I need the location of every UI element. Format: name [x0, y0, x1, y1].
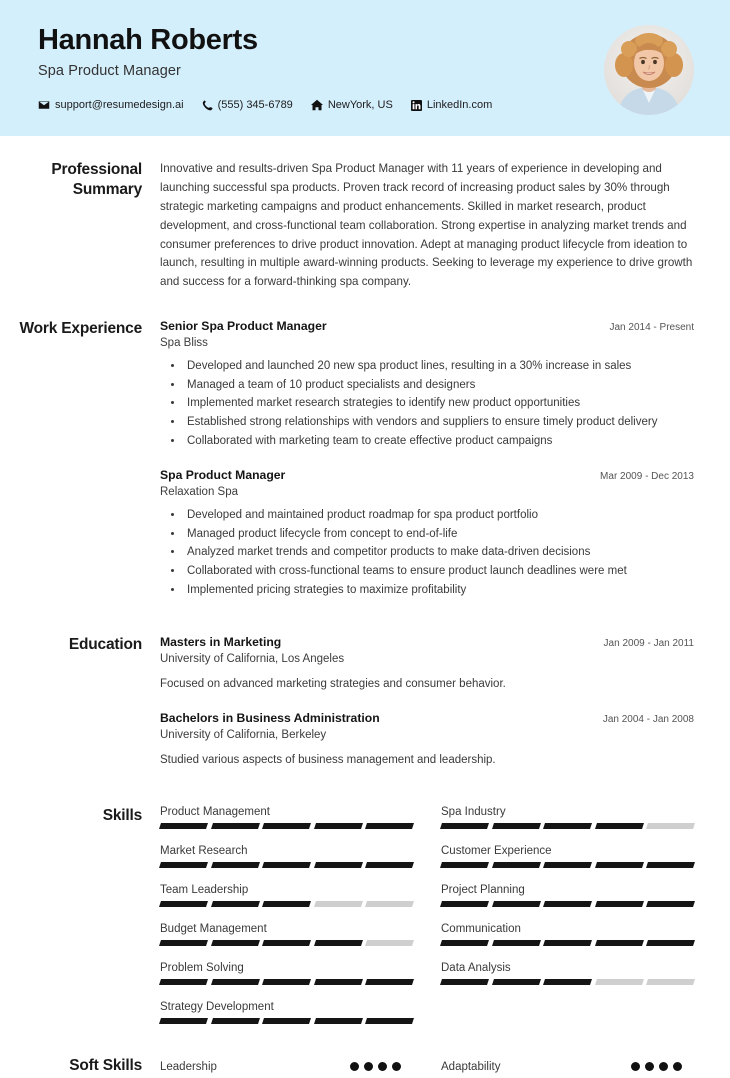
skill-bar-segment	[595, 940, 644, 946]
company-name: Relaxation Spa	[160, 486, 238, 499]
job-bullet: • Analyzed market trends and competitor products to make data-driven decisions	[184, 544, 694, 562]
skill-bar-segment	[646, 823, 695, 829]
skill-bar-segment	[211, 901, 260, 907]
linkedin-icon	[411, 100, 422, 111]
skill-bar-segment	[492, 940, 541, 946]
job-bullet: • Managed product lifecycle from concept to end-of-life	[184, 526, 694, 544]
candidate-name: Hannah Roberts	[38, 24, 258, 56]
skill-bar-segment	[365, 823, 414, 829]
section-work-experience	[0, 319, 694, 605]
skills-grid	[160, 806, 694, 1040]
skill-item	[160, 884, 413, 907]
skill-bar-segment	[492, 979, 541, 985]
skill-bar-segment	[262, 1018, 311, 1024]
skill-bar-segment	[159, 979, 208, 985]
skill-bar-segment	[365, 940, 414, 946]
skill-bar-segment	[543, 940, 592, 946]
soft-skill-item	[160, 1056, 413, 1078]
skill-bar-segment	[314, 979, 363, 985]
resume-body	[0, 160, 730, 1078]
skill-bar-segment	[646, 979, 695, 985]
skill-level-bar	[441, 979, 694, 985]
skill-bar-segment	[595, 823, 644, 829]
school-name: University of California, Berkeley	[160, 729, 327, 742]
skill-bar-segment	[262, 823, 311, 829]
rating-dot	[631, 1062, 640, 1071]
skill-bar-segment	[262, 979, 311, 985]
skill-label: Problem Solving	[160, 961, 244, 974]
skill-level-bar	[441, 823, 694, 829]
skill-label: Communication	[441, 922, 521, 935]
skill-bar-segment	[646, 901, 695, 907]
phone-icon	[202, 99, 213, 111]
rating-dot	[673, 1062, 682, 1071]
degree-title: Bachelors in Business Administration	[160, 711, 380, 726]
skill-label: Budget Management	[160, 922, 267, 935]
skill-bar-segment	[440, 823, 489, 829]
skill-label: Strategy Development	[160, 1000, 274, 1013]
education-entry	[160, 711, 694, 769]
skill-bar-segment	[440, 979, 489, 985]
education-description: Focused on advanced marketing strategies and consumer behavior.	[160, 678, 506, 691]
contact-item-phone[interactable]	[202, 99, 293, 111]
experience-entry	[160, 319, 694, 450]
skill-item	[441, 806, 694, 829]
skill-bar-segment	[492, 901, 541, 907]
job-title: Spa Product Manager	[160, 468, 286, 483]
education-description: Studied various aspects of business management and leadership.	[160, 754, 496, 767]
skill-level-bar	[160, 979, 413, 985]
job-bullet: • Implemented pricing strategies to maximize profitability	[184, 582, 694, 600]
section-education	[0, 635, 694, 776]
rating-dot	[350, 1062, 359, 1071]
skill-bar-segment	[159, 823, 208, 829]
job-bullet: • Implemented market research strategies to identify new product opportunities	[184, 395, 694, 413]
soft-skills-grid	[160, 1056, 694, 1078]
skill-label: Customer Experience	[441, 844, 552, 857]
skill-bar-segment	[159, 1018, 208, 1024]
section-label-education: Education	[68, 636, 142, 654]
skill-item	[441, 845, 694, 868]
section-label-experience: Work Experience	[19, 320, 142, 338]
section-soft-skills	[0, 1056, 694, 1078]
skill-item	[160, 806, 413, 829]
skill-level-bar	[160, 901, 413, 907]
skill-bar-segment	[211, 979, 260, 985]
entry-header	[160, 319, 694, 333]
rating-dot	[645, 1062, 654, 1071]
skill-bar-segment	[543, 901, 592, 907]
skill-bar-segment	[646, 940, 695, 946]
skill-bar-segment	[314, 940, 363, 946]
soft-skill-rating	[631, 1062, 694, 1071]
skill-bar-segment	[595, 901, 644, 907]
soft-skill-label: Adaptability	[441, 1060, 501, 1073]
skill-item	[441, 923, 694, 946]
skill-label: Product Management	[160, 805, 270, 818]
skill-bar-segment	[365, 979, 414, 985]
skill-item	[441, 884, 694, 907]
profile-photo-icon	[604, 25, 694, 115]
job-bullet-list	[184, 358, 694, 450]
skill-bar-segment	[262, 901, 311, 907]
skill-item	[441, 962, 694, 985]
summary-text: Innovative and results-driven Spa Product Manager with 11 years of experience in developing and launching successful spa products. Proven track record of increasing product sales by 30% through strategic marketing campaigns and product enhancements. Skilled in market research, product development, and cross-functional team collaboration. Strong expertise in analyzing market trends and consumer preferences to drive product innovation. Adept at managing product lifecycle from ideation to launch, resulting in multiple award-winning products. Seeking to leverage my experience to drive growth and success for a forward-thinking spa company.	[160, 162, 693, 289]
entry-header	[160, 468, 694, 482]
skill-item	[160, 962, 413, 985]
home-icon	[311, 99, 323, 111]
skill-bar-segment	[543, 862, 592, 868]
job-bullet: • Established strong relationships with vendors and suppliers to ensure timely product delivery	[184, 414, 694, 432]
education-entry	[160, 635, 694, 693]
skill-bar-segment	[492, 862, 541, 868]
entry-header	[160, 711, 694, 725]
skill-bar-segment	[365, 1018, 414, 1024]
contact-text: LinkedIn.com	[426, 99, 493, 112]
section-label-skills: Skills	[102, 806, 142, 824]
skill-bar-segment	[314, 862, 363, 868]
job-bullet: • Collaborated with cross-functional teams to ensure product launch deadlines were met	[184, 563, 694, 581]
contact-text: (555) 345-6789	[217, 99, 293, 112]
skill-bar-segment	[492, 823, 541, 829]
job-bullet: • Developed and maintained product roadmap for spa product portfolio	[184, 507, 694, 525]
skill-bar-segment	[211, 823, 260, 829]
skill-level-bar	[441, 940, 694, 946]
skill-bar-segment	[595, 979, 644, 985]
degree-title: Masters in Marketing	[160, 635, 282, 650]
skill-bar-segment	[543, 823, 592, 829]
job-dates: Mar 2009 - Dec 2013	[600, 471, 694, 483]
section-skills	[0, 806, 694, 1040]
education-dates: Jan 2009 - Jan 2011	[603, 638, 694, 650]
skill-bar-segment	[595, 862, 644, 868]
company-name: Spa Bliss	[160, 337, 208, 350]
skill-level-bar	[441, 901, 694, 907]
avatar	[604, 25, 694, 115]
skill-item	[160, 923, 413, 946]
skill-level-bar	[160, 1018, 413, 1024]
skill-bar-segment	[365, 901, 414, 907]
skill-bar-segment	[211, 862, 260, 868]
skill-bar-segment	[211, 1018, 260, 1024]
skill-bar-segment	[440, 862, 489, 868]
contact-text: NewYork, US	[327, 99, 393, 112]
job-dates: Jan 2014 - Present	[609, 322, 694, 334]
job-bullet: • Collaborated with marketing team to create effective product campaigns	[184, 433, 694, 451]
skill-level-bar	[441, 862, 694, 868]
skill-bar-segment	[543, 979, 592, 985]
skill-bar-segment	[314, 823, 363, 829]
skill-bar-segment	[440, 901, 489, 907]
education-dates: Jan 2004 - Jan 2008	[602, 714, 694, 726]
rating-dot	[364, 1062, 373, 1071]
skill-bar-segment	[159, 862, 208, 868]
school-name: University of California, Los Angeles	[160, 653, 345, 666]
experience-entry	[160, 468, 694, 599]
section-label-soft-skills: Soft Skills	[69, 1056, 142, 1074]
entry-header	[160, 635, 694, 649]
section-professional-summary	[0, 160, 694, 292]
contact-text: support@resumedesign.ai	[55, 99, 184, 112]
contact-row	[38, 99, 694, 111]
skill-item	[160, 1001, 413, 1024]
job-bullet: • Developed and launched 20 new spa product lines, resulting in a 30% increase in sales	[184, 358, 694, 376]
rating-dot	[659, 1062, 668, 1071]
skill-bar-segment	[440, 940, 489, 946]
skill-label: Market Research	[160, 844, 248, 857]
skill-label: Project Planning	[441, 883, 525, 896]
soft-skill-label: Leadership	[160, 1060, 217, 1073]
envelope-icon	[38, 99, 50, 111]
skill-label: Spa Industry	[441, 805, 506, 818]
skill-bar-segment	[211, 940, 260, 946]
soft-skill-item	[441, 1056, 694, 1078]
section-label-summary: Professional Summary	[51, 161, 142, 198]
job-title: Senior Spa Product Manager	[160, 319, 327, 334]
skill-bar-segment	[646, 862, 695, 868]
rating-dot	[392, 1062, 401, 1071]
contact-item-home[interactable]	[311, 99, 393, 111]
skill-level-bar	[160, 823, 413, 829]
skill-bar-segment	[314, 901, 363, 907]
contact-item-linkedin[interactable]	[411, 99, 492, 111]
soft-skill-rating	[350, 1062, 413, 1071]
skill-label: Team Leadership	[160, 883, 249, 896]
resume-header	[0, 0, 730, 136]
skill-level-bar	[160, 862, 413, 868]
skill-level-bar	[160, 940, 413, 946]
skill-bar-segment	[159, 901, 208, 907]
candidate-title: Spa Product Manager	[38, 63, 181, 80]
skill-item	[160, 845, 413, 868]
job-bullet: • Managed a team of 10 product specialists and designers	[184, 377, 694, 395]
skill-bar-segment	[159, 940, 208, 946]
skill-bar-segment	[262, 940, 311, 946]
job-bullet-list	[184, 507, 694, 599]
skill-bar-segment	[365, 862, 414, 868]
skill-label: Data Analysis	[441, 961, 511, 974]
rating-dot	[378, 1062, 387, 1071]
skill-bar-segment	[314, 1018, 363, 1024]
contact-item-envelope[interactable]	[38, 99, 184, 111]
skill-bar-segment	[262, 862, 311, 868]
